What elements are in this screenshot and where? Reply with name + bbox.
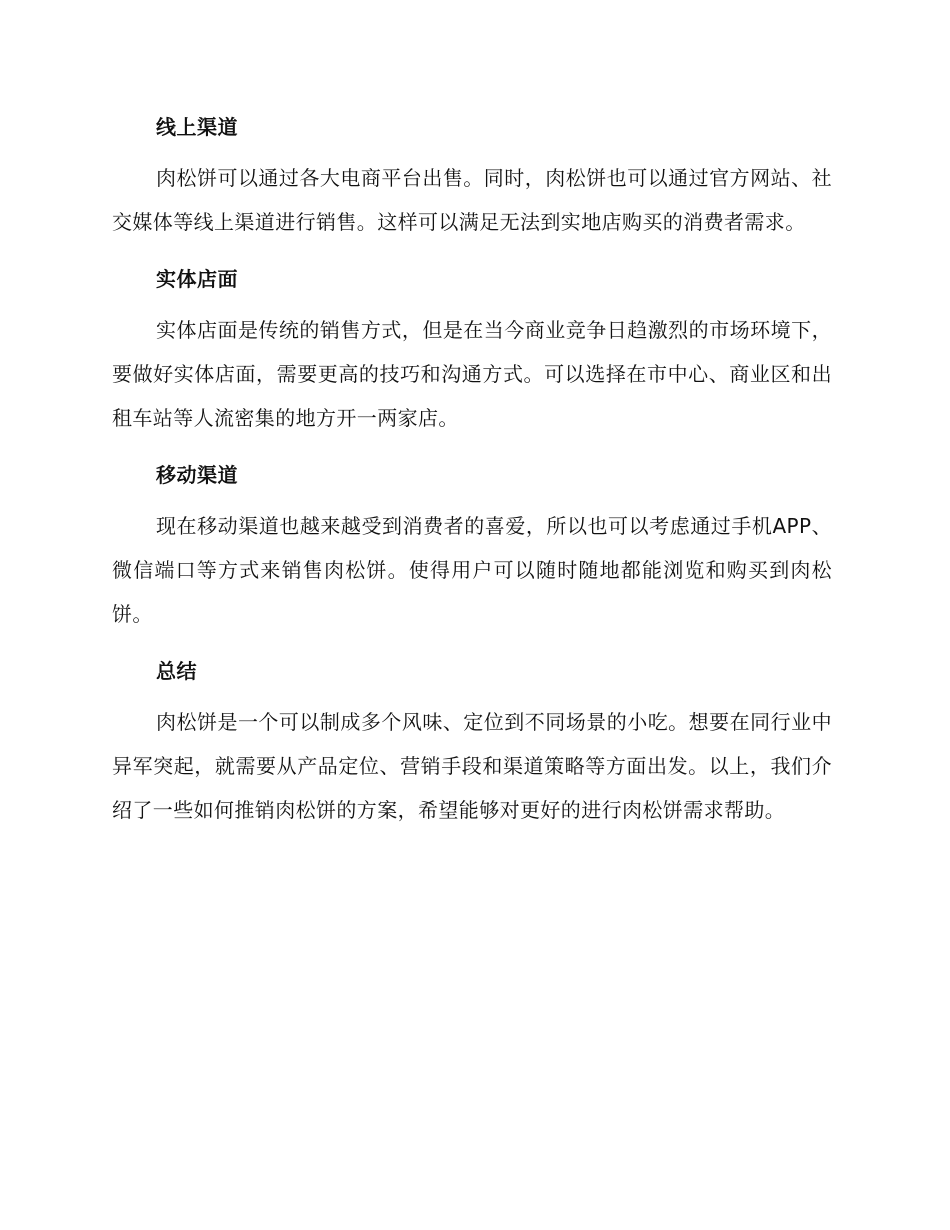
section-heading: 总结 xyxy=(156,659,197,683)
section-summary xyxy=(112,656,832,832)
section-heading: 实体店面 xyxy=(156,267,238,291)
section-online-channels xyxy=(112,112,832,244)
section-physical-stores xyxy=(112,264,832,440)
section-heading: 移动渠道 xyxy=(156,463,238,487)
section-paragraph: 肉松饼是一个可以制成多个风味、定位到不同场景的小吃。想要在同行业中异军突起，就需要从产品定位、营销手段和渠道策略等方面出发。以上，我们介绍了一些如何推销肉松饼的方案，希望能够对更好的进行肉松饼需求帮助。 xyxy=(112,710,832,822)
section-heading: 线上渠道 xyxy=(156,115,238,139)
section-paragraph: 现在移动渠道也越来越受到消费者的喜爱，所以也可以考虑通过手机APP、微信端口等方式来销售肉松饼。使得用户可以随时随地都能浏览和购买到肉松饼。 xyxy=(112,514,832,626)
section-paragraph: 实体店面是传统的销售方式，但是在当今商业竞争日趋激烈的市场环境下，要做好实体店面，需要更高的技巧和沟通方式。可以选择在市中心、商业区和出租车站等人流密集的地方开一两家店。 xyxy=(112,318,832,430)
section-mobile-channels xyxy=(112,460,832,636)
section-paragraph: 肉松饼可以通过各大电商平台出售。同时，肉松饼也可以通过官方网站、社交媒体等线上渠道进行销售。这样可以满足无法到实地店购买的消费者需求。 xyxy=(112,166,832,234)
